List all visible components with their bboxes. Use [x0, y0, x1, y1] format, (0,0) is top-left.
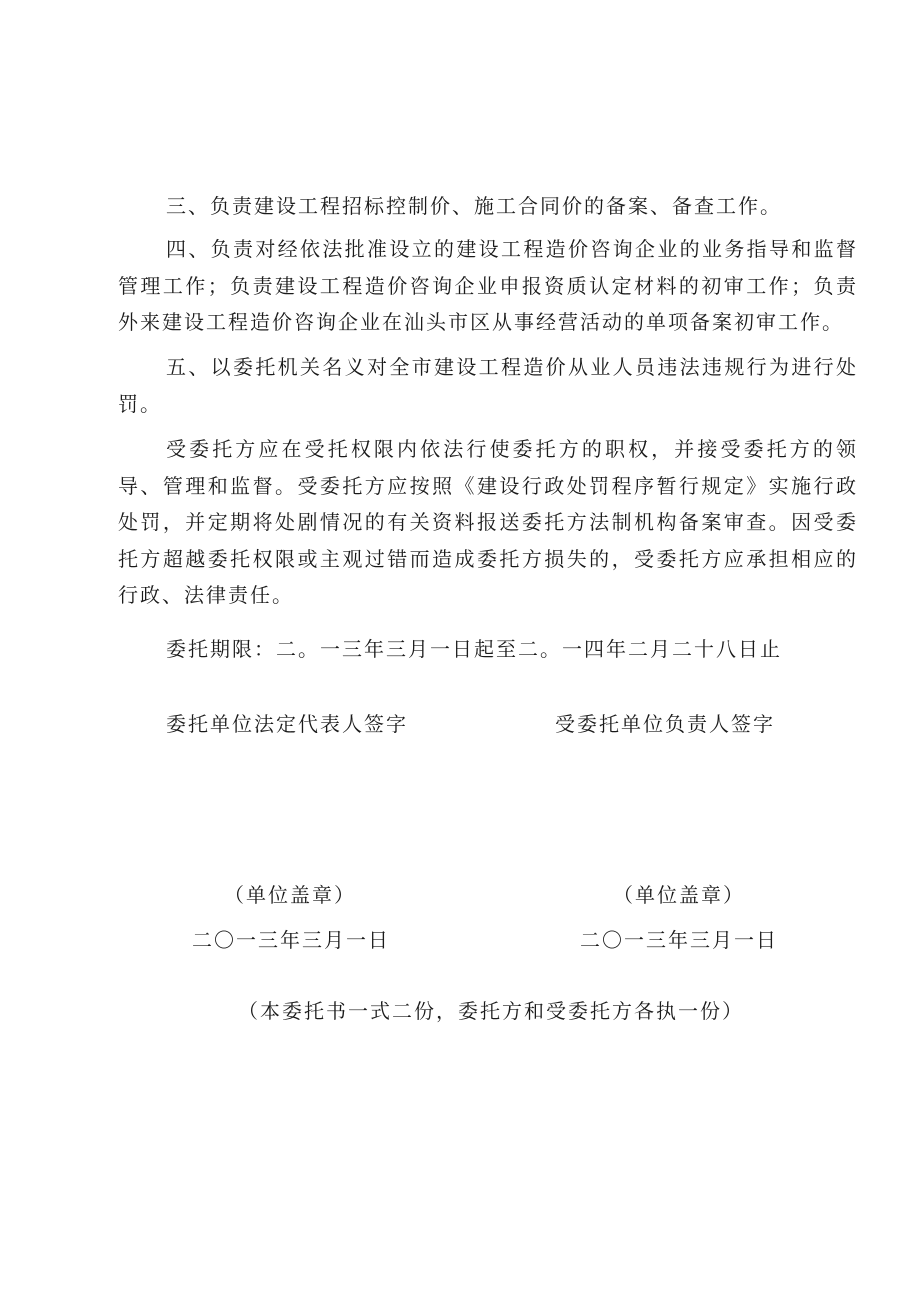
entrusting-signature-label: 委托单位法定代表人签字	[166, 712, 408, 736]
entrusted-date: 二〇一三年三月一日	[580, 928, 778, 952]
entrusting-date: 二〇一三年三月一日	[192, 928, 390, 952]
clause-four: 四、负责对经依法批准设立的建设工程造价咨询企业的业务指导和监督管理工作；负责建设工程造价咨询企业申报资质认定材料的初审工作；负责外来建设工程造价咨询企业在汕头市区从事经营活动的单项备案初审工作。	[118, 237, 858, 334]
copies-footnote: （本委托书一式二份，委托方和受委托方各执一份）	[238, 999, 744, 1023]
entrusted-seal: （单位盖章）	[613, 883, 745, 907]
responsibility-paragraph: 受委托方应在受托权限内依法行使委托方的职权，并接受委托方的领导、管理和监督。受委托方应按照《建设行政处罚程序暂行规定》实施行政处罚，并定期将处剧情况的有关资料报送委托方法制机构备案审查。因受委托方超越委托权限或主观过错而造成委托方损失的，受委托方应承担相应的行政、法律责任。	[118, 437, 858, 607]
clause-three: 三、负责建设工程招标控制价、施工合同价的备案、备查工作。	[166, 194, 782, 218]
entrusting-seal: （单位盖章）	[224, 883, 356, 907]
entrustment-term: 委托期限：二。一三年三月一日起至二。一四年二月二十八日止	[166, 637, 782, 661]
entrusted-signature-label: 受委托单位负责人签字	[555, 712, 775, 736]
clause-five: 五、以委托机关名义对全市建设工程造价从业人员违法违规行为进行处罚。	[118, 355, 858, 416]
